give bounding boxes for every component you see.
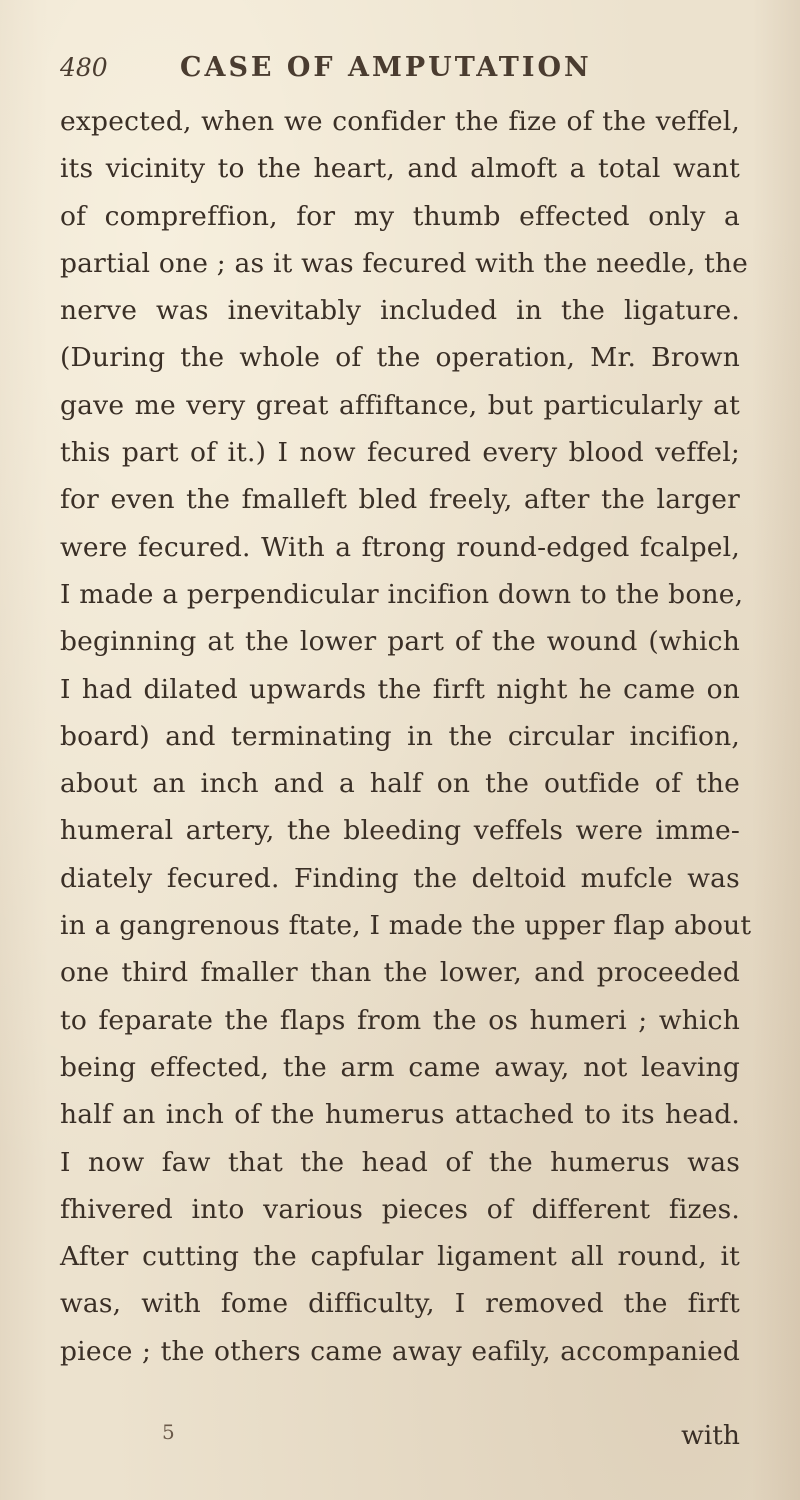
text-line: for even the fmalleft bled freely, after the larger <box>60 484 740 516</box>
text-line: (During the whole of the operation, Mr. Brown <box>60 342 740 374</box>
text-line: expected, when we confider the fize of the veffel, <box>60 106 740 137</box>
signature-mark: 5 <box>162 1420 175 1444</box>
text-line: about an inch and a half on the outfide of the <box>60 768 740 800</box>
page-number: 480 <box>60 53 108 82</box>
text-line: this part of it.) I now fecured every blood veffel; <box>60 437 740 469</box>
page-header <box>60 52 740 96</box>
text-line: being effected, the arm came away, not leaving <box>60 1051 740 1083</box>
text-line: nerve was inevitably included in the ligature. <box>60 295 740 327</box>
text-line: piece ; the others came away eafily, accompanied <box>60 1335 740 1367</box>
catchword: with <box>681 1420 740 1451</box>
text-line: fhivered into various pieces of different fizes. <box>60 1193 740 1225</box>
text-line: After cutting the capfular ligament all round, it <box>60 1241 740 1273</box>
text-line: partial one ; as it was fecured with the needle, the <box>60 247 749 279</box>
body-text <box>60 98 752 1375</box>
text-line: of compreffion, for my thumb effected only a <box>60 200 740 232</box>
text-line: was, with fome difficulty, I removed the firft <box>60 1288 740 1320</box>
text-line: I now faw that the head of the humerus was <box>60 1146 740 1178</box>
text-line: in a gangrenous ftate, I made the upper flap about <box>60 910 752 942</box>
text-line: gave me very great affiftance, but particularly at <box>60 389 740 421</box>
text-line: humeral artery, the bleeding veffels were imme- <box>60 815 740 847</box>
text-line: half an inch of the humerus attached to its head. <box>60 1099 740 1131</box>
text-line: beginning at the lower part of the wound (which <box>60 626 740 658</box>
text-line: one third fmaller than the lower, and proceeded <box>60 957 740 989</box>
text-line: its vicinity to the heart, and almoft a total want <box>60 153 740 185</box>
running-head: CASE OF AMPUTATION <box>180 52 592 83</box>
text-line: I made a perpendicular incifion down to the bone, <box>60 578 744 610</box>
text-line: were fecured. With a ftrong round-edged fcalpel, <box>60 531 740 563</box>
text-line: I had dilated upwards the firft night he came on <box>60 673 740 705</box>
text-line: board) and terminating in the circular incifion, <box>60 720 740 752</box>
page-footer <box>60 1420 740 1460</box>
text-line: to feparate the flaps from the os humeri ; which <box>60 1004 740 1036</box>
text-line: diately fecured. Finding the deltoid mufcle was <box>60 862 740 894</box>
